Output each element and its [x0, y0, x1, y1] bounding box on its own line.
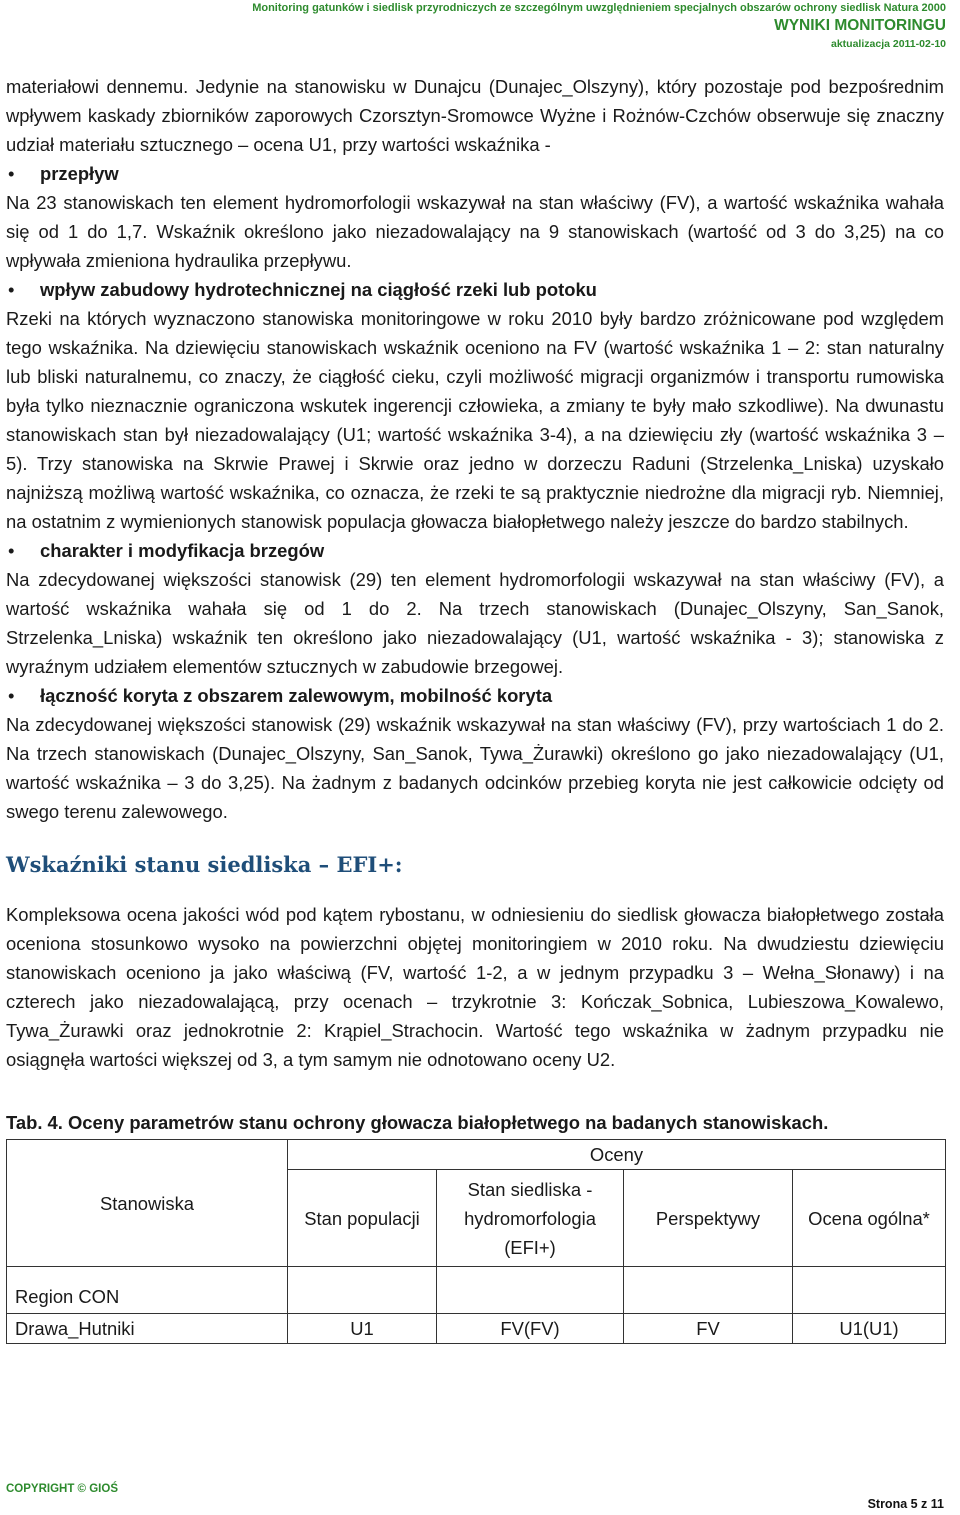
cell-prospects: FV [624, 1314, 793, 1344]
header-oceny: Oceny [288, 1140, 946, 1170]
bullet-brzegi [6, 536, 944, 565]
paragraph-intro: materiałowi dennemu. Jedynie na stanowisku w Dunajcu (Dunajec_Olszyny), który pozostaje pod bezpośrednim wpływem kaskady zbiorników zaporowych Czorsztyn-Sromowce Wyżne i Rożnów-Czchów obserwuje się znaczny udział materiału sztucznego – ocena U1, przy wartości wskaźnika - [6, 76, 944, 155]
header-title: Monitoring gatunków i siedlisk przyrodniczych ze szczególnym uwzględnieniem specjalnych obszarów ochrony siedlisk Natura 2000 [252, 2, 946, 14]
cell-overall: U1(U1) [793, 1314, 946, 1344]
bullet-lacznosc [6, 681, 944, 710]
header-section: WYNIKI MONITORINGU [774, 17, 946, 34]
bullet-icon: • [8, 163, 15, 184]
assessment-table [6, 1139, 946, 1344]
paragraph-brzegi: Na zdecydowanej większości stanowisk (29) ten element hydromorfologii wskazywał na stan właściwy (FV), a wartość wskaźnika wahała się od 1 do 2. Na trzech stanowiskach (Dunajec_Olszyny, San_Sanok, Strzelenka_Lniska) wskaźnik ten określono jako niezadowalający (U1, wartość wskaźnika - 3); stanowiska z wyraźnym udziałem elementów sztucznych w zabudowie brzegowej. [6, 569, 944, 677]
header-perspektywy: Perspektywy [624, 1170, 793, 1267]
bullet-icon: • [8, 279, 15, 300]
empty-cell [624, 1267, 793, 1314]
document-body [6, 72, 944, 1344]
bullet-title: przepływ [40, 163, 119, 184]
paragraph-lacznosc: Na zdecydowanej większości stanowisk (29) wskaźnik wskazywał na stan właściwy (FV), przy wartościach 1 do 2. Na trzech stanowiskach (Dunajec_Olszyny, San_Sanok, Tywa_Żurawki) określono go jako niezadowalający (U1, wartość wskaźnika – 3 do 3,25). Na żadnym z badanych odcinków przebieg koryta nie jest całkowicie odcięty od swego terenu zalewowego. [6, 714, 944, 822]
cell-site: Drawa_Hutniki [7, 1314, 288, 1344]
footer-page-number: Strona 5 z 11 [867, 1497, 944, 1511]
header-stanowiska: Stanowiska [7, 1140, 288, 1267]
header-stan-siedliska: Stan siedliska - hydromorfologia (EFI+) [437, 1170, 624, 1267]
empty-cell [793, 1267, 946, 1314]
paragraph-przeplyw: Na 23 stanowiskach ten element hydromorfologii wskazywał na stan właściwy (FV), a wartość wskaźnika wahała się od 1 do 1,7. Wskaźnik określono jako niezadowalający na 9 stanowiskach (wartość od 3 do 3,25) na co wpływała zmieniona hydraulika przepływu. [6, 192, 944, 271]
header-ocena-ogolna: Ocena ogólna* [793, 1170, 946, 1267]
header-stan-populacji: Stan populacji [288, 1170, 437, 1267]
bullet-zabudowa [6, 275, 944, 304]
bullet-title: łączność koryta z obszarem zalewowym, mobilność koryta [40, 685, 553, 706]
region-label: Region CON [7, 1267, 288, 1314]
bullet-icon: • [8, 540, 15, 561]
bullet-title: wpływ zabudowy hydrotechnicznej na ciągłość rzeki lub potoku [40, 279, 597, 300]
bullet-przeplyw [6, 159, 944, 188]
empty-cell [437, 1267, 624, 1314]
header-date: aktualizacja 2011-02-10 [831, 38, 946, 50]
cell-habitat: FV(FV) [437, 1314, 624, 1344]
cell-population: U1 [288, 1314, 437, 1344]
bullet-icon: • [8, 685, 15, 706]
bullet-title: charakter i modyfikacja brzegów [40, 540, 325, 561]
table-caption: Tab. 4. Oceny parametrów stanu ochrony głowacza białopłetwego na badanych stanowiskach. [6, 1112, 829, 1133]
footer-copyright: COPYRIGHT © GIOŚ [6, 1483, 118, 1495]
table-row [7, 1314, 946, 1344]
paragraph-zabudowa: Rzeki na których wyznaczono stanowiska monitoringowe w roku 2010 były bardzo zróżnicowane pod względem tego wskaźnika. Na dziewięciu stanowiskach wskaźnik oceniono na FV (wartość wskaźnika 1 – 2: stan naturalny lub bliski naturalnemu, co znaczy, że ciągłość cieku, czyli możliwość migracji organizmów i transportu rumowiska była tylko nieznacznie ograniczona wskutek ingerencji człowieka, a zmiany te były mało szkodliwe). Na dwunastu stanowiskach stan był niezadowalający (U1; wartość wskaźnika 3-4), a na dziewięciu zły (wartość wskaźnika 3 – 5). Trzy stanowiska na Skrwie Prawej i Skrwie oraz jedno w dorzeczu Raduni (Strzelenka_Lniska) uzyskało najniższą możliwą wartość wskaźnika, co oznacza, że rzeki te są praktycznie niedrożne dla migracji ryb. Niemniej, na ostatnim z wymienionych stanowisk populacja głowacza białopłetwego należy jeszcze do bardzo stabilnych. [6, 308, 944, 532]
section-heading: Wskaźniki stanu siedliska – EFI+: [6, 852, 403, 877]
empty-cell [288, 1267, 437, 1314]
paragraph-efi: Kompleksowa ocena jakości wód pod kątem rybostanu, w odniesieniu do siedlisk głowacza białopłetwego została oceniona stosunkowo wysoko na powierzchni objętej monitoringiem w 2010 roku. Na dwudziestu dziewięciu stanowiskach oceniono ja jako właściwą (FV, wartość 1-2, a w jednym przypadku 3 – Wełna_Słonawy) i na czterech jako niezadowalającą, przy ocenach – trzykrotnie 3: Kończak_Sobnica, Lubieszowa_Kowalewo, Tywa_Żurawki oraz jednokrotnie 2: Krąpiel_Strachocin. Wartość tego wskaźnika w żadnym przypadku nie osiągnęła wartości większej od 3, a tym samym nie odnotowano oceny U2. [6, 904, 944, 1070]
